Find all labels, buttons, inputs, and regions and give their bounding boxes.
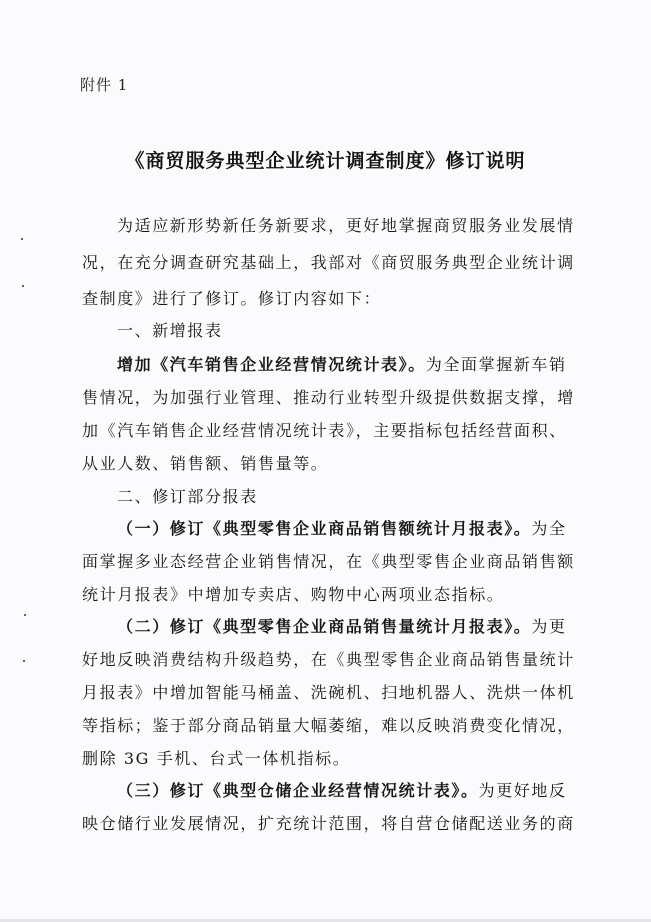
section-2-item-1-line-2: 面掌握多业态经营企业销售情况，在《典型零售企业商品销售额 — [82, 552, 575, 571]
section-2-item-1-line-1 — [117, 516, 567, 539]
section-2-item-2-line-4: 等指标；鉴于部分商品销量大幅萎缩，难以反映消费变化情况， — [82, 716, 575, 735]
scan-speck — [23, 660, 25, 662]
section-1-paragraph-line-4: 从业人数、销售额、销售量等。 — [82, 454, 329, 473]
section-1-lead-bold: 增加《汽车销售企业经营情况统计表》。 — [117, 355, 426, 374]
scan-speck — [21, 238, 23, 240]
section-2-item-3-line-1 — [117, 778, 567, 801]
section-2-item-2-line-3: 月报表》中增加智能马桶盖、洗碗机、扫地机器人、洗烘一体机 — [82, 683, 575, 702]
scan-speck — [22, 285, 24, 287]
section-2-item-3-lead-rest: 为更好地反 — [478, 781, 567, 800]
section-2-item-2-line-1 — [117, 614, 567, 637]
document-title: 《商贸服务典型企业统计调查制度》修订说明 — [125, 150, 526, 172]
attachment-label: 附件 1 — [80, 76, 129, 94]
intro-line-1: 为适应新形势新任务新要求，更好地掌握商贸服务业发展情 — [117, 216, 575, 235]
intro-line-2: 况，在充分调查研究基础上，我部对《商贸服务典型企业统计调 — [82, 253, 575, 272]
section-2-heading: 二、修订部分报表 — [117, 487, 258, 506]
scan-speck — [24, 614, 26, 616]
intro-line-3: 查制度》进行了修订。修订内容如下： — [82, 289, 382, 308]
section-2-item-1-lead-rest: 为全 — [531, 519, 567, 538]
section-1-paragraph-line-2: 售情况，为加强行业管理、推动行业转型升级提供数据支撑，增 — [82, 388, 575, 407]
section-1-lead-rest: 为全面掌握新车销 — [425, 355, 567, 374]
section-2-item-3-lead-bold: （三）修订《典型仓储企业经营情况统计表》。 — [117, 781, 479, 800]
section-2-item-2-line-2: 好地反映消费结构升级趋势，在《典型零售企业商品销售量统计 — [82, 650, 575, 669]
section-2-item-2-lead-rest: 为更 — [531, 617, 567, 636]
section-1-heading: 一、新增报表 — [117, 321, 223, 340]
section-1-paragraph-line-1 — [117, 352, 567, 375]
section-2-item-2-lead-bold: （二）修订《典型零售企业商品销售量统计月报表》。 — [117, 617, 532, 636]
section-1-paragraph-line-3: 加《汽车销售企业经营情况统计表》，主要指标包括经营面积、 — [82, 421, 567, 440]
section-2-item-1-line-3: 统计月报表》中增加专卖店、购物中心两项业态指标。 — [82, 585, 505, 604]
section-2-item-2-line-5: 删除 3G 手机、台式一体机指标。 — [82, 749, 351, 768]
section-2-item-1-lead-bold: （一）修订《典型零售企业商品销售额统计月报表》。 — [117, 519, 532, 538]
section-2-item-3-line-2: 映仓储行业发展情况，扩充统计范围，将自营仓储配送业务的商 — [82, 814, 575, 833]
